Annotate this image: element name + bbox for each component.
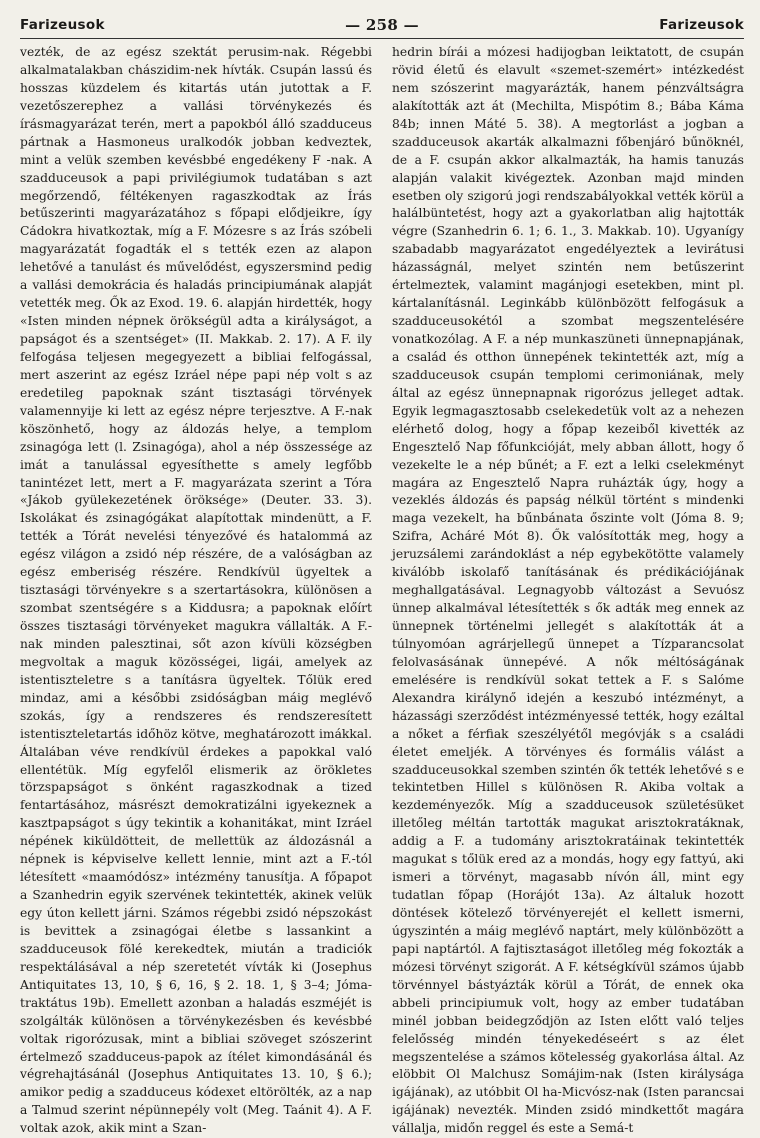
running-head-right: Farizeusok	[659, 17, 744, 33]
right-column	[392, 44, 744, 1136]
left-column	[20, 44, 372, 1136]
left-column-text: vezték, de az egész szektát perusim-nak. Régebbi alkalmatalakban chászidim-nek hívták. Csupán lassú és hosszas küzdelem és kitartás után jutottak a F. vezetőszerephez a vallási törvénykezés és írásmagyarázat terén, mert a papokból álló szadduceus pártnak a Hasmoneus uralkodók jobban kedveztek, mint a velük szemben kevésbbé engedékeny F -nak. A szadduceusok a papi privilégiumok tudatában s azt megőrzendő, féltékenyen ragaszkodtak az Írás betűszerinti magyarázatához s főpapi elődjeikre, így Cádokra hivatkoztak, míg a F. Mózesre s az Írás szóbeli magyarázatát fogadták el s tették ezen az alapon lehetővé a tanulást és művelődést, egyszersmind pedig a vallási demokrácia és haladás principiumának alapját vetették meg. Ők az Exod. 19. 6. alapján hirdették, hogy «Isten minden népnek örökségül adta a királyságot, a papságot és a szentséget» (II. Makkab. 2. 17). A F. ily felfogása teljesen megegyezett a bibliai felfogással, mert aszerint az egész Izráel népe papi nép volt s az eredetileg papoknak szánt tisztasági törvények valamennyije ki lett az egész népre terjesztve. A F.-nak köszönhető, hogy az áldozás helye, a templom zsinagóga lett (l. Zsinagóga), ahol a nép összessége az imát a tanulással egyesíthette s amely legfőbb tanintézet lett, mert a F. magyarázata szerint a Tóra «Jákob gyülekezetének öröksége» (Deuter. 33. 3). Iskolákat és zsinagógákat alapítottak mindenütt, a F. tették a Tórát nevelési tényezővé és hatalommá az egész világon a zsidó nép részére, de a valóságban az egész emberiség részére. Rendkívül ügyeltek a tisztasági törvényekre s a szertartásokra, különösen a szombat szentségére s a Kiddusra; a papoknak előírt összes tisztasági törvényeket magukra vállalták. A F.-nak minden palesztinai, sőt azon kívüli községben megvoltak a maguk közösségei, ligái, amelyek az istentiszteletre s a tanításra ügyeltek. Tőlük ered mindaz, ami a későbbi zsidóságban máig meglévő szokás, így a rendszeres és rendszeresített istentiszteletartás időhöz kötve, meghatározott imákkal. Általában véve rendkívül érdekes a papokkal való ellentétük. Míg egyfelől elismerik az örökletes törzspapságot s önként ragaszkodnak a tized fentartásához, másrészt demokratizálni igyekeznek a kasztpapságot s úgy tekintik a kohanitákat, mint Izráel népének kiküldötteit, de mellettük az áldozásnál a népnek is képviselve kellett lennie, mint azt a F.-tól létesített «maamódósz» intézmény tanusítja. A főpapot a Szanhedrin egyik szervének tekintették, akinek velük egy úton kellett járni. Számos régebbi zsidó népszokást is bevittek a zsinagógai életbe s lassankint a szadduceusok fölé kerekedtek, miután a tradiciók respektálásával a nép szeretetét vívták ki (Josephus Antiquitates 13, 10, § 6, 16, § 2. 18. 1, § 3–4; Jóma-traktátus 19b). Emellett azonban a haladás eszméjét is szolgálták különösen a törvénykezésben és kevésbbé voltak rigorózusak, mint a bibliai szöveget szószerint értelmező szadduceus-papok az ítélet kimondásánál és végrehajtásánál (Josephus Antiquitates 13. 10, § 6.); amikor pedig a szadduceus kódexet eltörölték, az a nap a Talmud szerint népünnepély volt (Meg. Taánit 4). A F. voltak azok, akik mint a Szan-	[20, 45, 372, 1136]
text-columns	[20, 44, 744, 1136]
page-number: — 258 —	[345, 16, 419, 34]
right-column-text: hedrin bírái a mózesi hadijogban leiktatott, de csupán rövid életű és elavult «szemet-szemért» intézkedést nem szószerint magyarázták, hanem pénzváltságra alakították azt át (Mechilta, Mispótim 8.; Bába Káma 84b; innen Máté 5. 38). A megtorlást a jogban a szadduceusok akarták alkalmazni főbenjáró bűnöknél, de a F. csupán akkor alkalmazták, ha hamis tanuzás alapján valakit kivégeztek. Azonban majd minden esetben oly szigorú jogi rendszabályokkal vették körül a halálbüntetést, hogy azt a gyakorlatban alig hajtották végre (Szanhedrin 6. 1; 6. 1., 3. Makkab. 10). Ugyanígy szabadabb magyarázatot engedélyeztek a levirátusi házasságnál, melyet szintén nem betűszerint értelmeztek, valamint magánjogi esetekben, mint pl. kártalanításnál. Leginkább különbözött felfogásuk a szadduceusokétól a szombat megszentelésére vonatkozólag. A F. a nép munkaszüneti ünnepnapjának, a család és otthon ünnepének tekintették azt, míg a szadduceusok csupán templomi cerimoniának, mely által az egész ünnepnapnak rigorózus jelleget adtak. Egyik legmagasztosabb cselekedetük volt az a nehezen elérhető dolog, hogy a főpap kezeiből kivették az Engesztelő Nap főfunkcióját, mely abban állott, hogy ő vezekelte le a nép bűnét; a F. ezt a lelki cselekményt magára az Engesztelő Napra ruházták úgy, hogy a vezeklés áldozás és papság nélkül történt s mindenki maga vezekelt, ha bűnbánata őszinte volt (Jóma 8. 9; Szifra, Acháré Mót 8). Ők valósították meg, hogy a jeruzsálemi zarándoklást a nép egybekötötte valamely kiválóbb iskolafő tanításának és prédikációjának meghallgatásával. Legnagyobb változást a Sevuósz ünnep alkalmával létesítették s ők adták meg ennek az ünnepnek történelmi jellegét s alakították át a túlnyomóan agrárjellegű ünnepet a Tízparancsolat felolvasásának ünnepévé. A nők méltóságának emelésére is rendkívül sokat tettek a F. s Salóme Alexandra királynő idején a keszubó intézményt, a házassági szerződést intézményessé tették, hogy ezáltal a nőket a férfiak szeszélyétől megóvják s a családi életet emeljék. A törvényes és formális válást a szadduceusokkal szemben szintén ők tették lehetővé s e tekintetben Hillel s különösen R. Akiba voltak a kezdeményezők. Míg a szadduceusok születésüket illetőleg méltán tartották magukat arisztokratáknak, addig a F. a tudomány arisztokratáinak tekintették magukat s tőlük ered az a mondás, hogy egy fattyú, aki ismeri a törvényt, magasabb nívón áll, mint egy tudatlan főpap (Horájót 13a). Az általuk hozott döntések kötelező törvényerejét el kellett ismerni, úgyszintén a máig meglévő naptárt, mely különbözött a papi naptártól. A fajtisztaságot illetőleg még fokozták a mózesi törvényt szigorát. A F. kétségkívül számos újabb törvénnyel bástyázták körül a Tórát, de ennek oka abbeli principiumuk volt, hogy az ember tudatában minél jobban beidegződjön az Isten előtt való teljes felelősség mindén tényekedéseért s az élet megszentelése a számos kötelesség gyakorlása által. Az elöbbit Ol Malchusz Somájim-nak (Isten királysága igájának), az utóbbit Ol ha-Micvósz-nak (Isten parancsai igájának) nevezték. Minden zsidó mindkettőt magára vállalja, midőn reggel és este a Semá-t	[392, 45, 744, 1136]
page-header	[20, 12, 744, 39]
running-head-left: Farizeusok	[20, 17, 105, 33]
